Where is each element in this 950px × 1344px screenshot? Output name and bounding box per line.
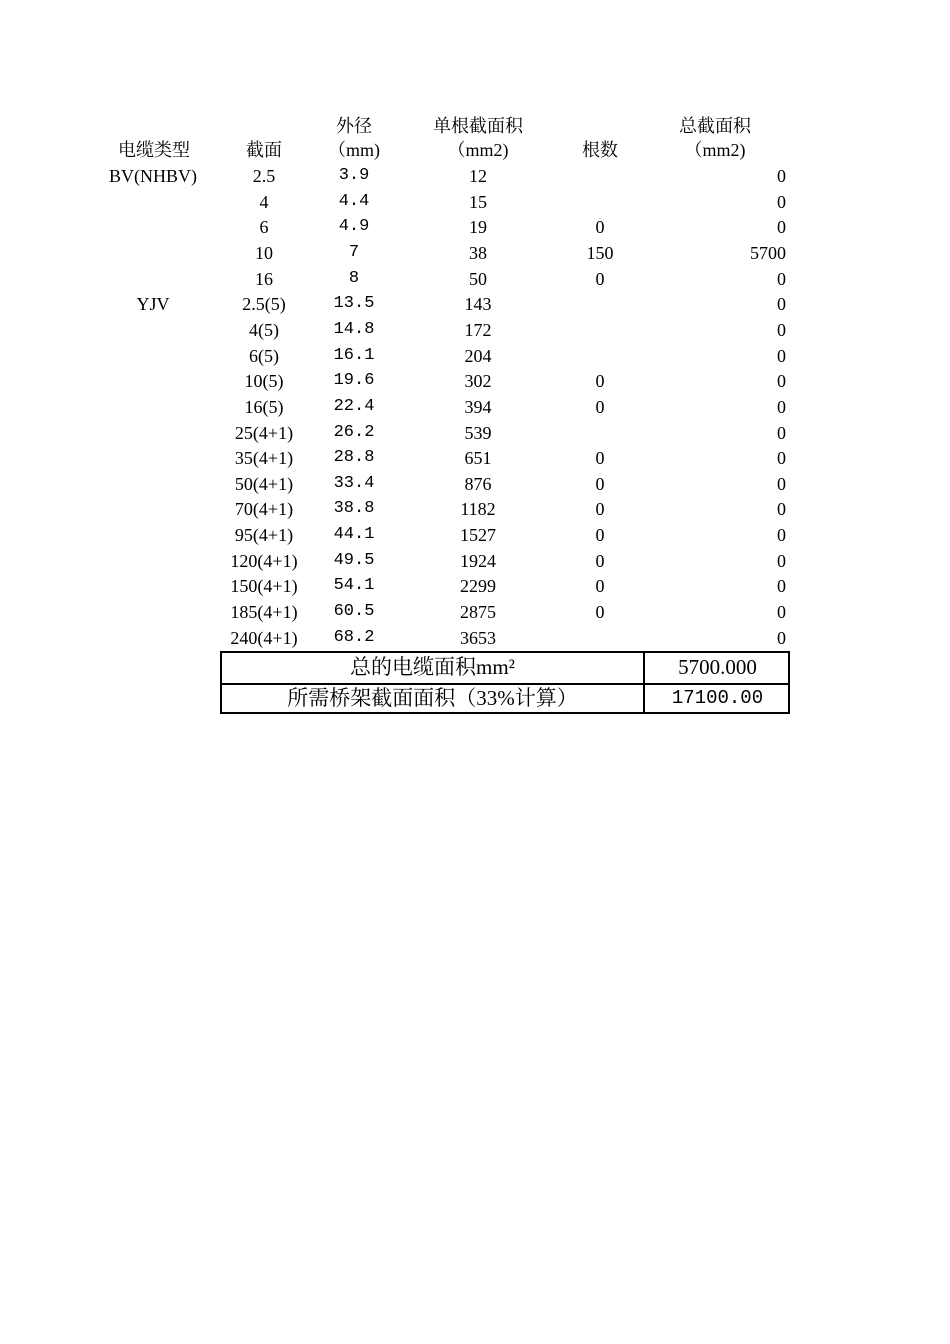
single-area-cell: 2299 bbox=[460, 576, 496, 596]
single-area-cell: 143 bbox=[464, 294, 492, 314]
section-cell: 4 bbox=[259, 192, 269, 212]
outer-diameter-cell: 7 bbox=[348, 243, 360, 262]
count-cell: 0 bbox=[595, 448, 605, 468]
outer-diameter-cell: 4.9 bbox=[338, 217, 370, 236]
single-area-cell: 12 bbox=[469, 166, 487, 186]
outer-diameter-cell: 19.6 bbox=[333, 371, 375, 390]
outer-diameter-cell: 16.1 bbox=[333, 346, 375, 365]
count-cell: 0 bbox=[595, 474, 605, 494]
count-cell: 0 bbox=[595, 576, 605, 596]
total-area-cell: 0 bbox=[777, 346, 786, 366]
single-area-cell: 204 bbox=[464, 346, 492, 366]
count-cell: 150 bbox=[586, 243, 614, 263]
section-cell: 50(4+1) bbox=[234, 474, 294, 494]
header-single-area-line1: 单根截面积 bbox=[433, 116, 523, 136]
outer-diameter-cell: 60.5 bbox=[333, 602, 375, 621]
outer-diameter-cell: 13.5 bbox=[333, 294, 375, 313]
count-cell: 0 bbox=[595, 525, 605, 545]
total-area-cell: 5700 bbox=[750, 243, 786, 263]
outer-diameter-cell: 68.2 bbox=[333, 628, 375, 647]
single-area-cell: 15 bbox=[469, 192, 487, 212]
header-single-area-line2: （mm2) bbox=[447, 140, 509, 160]
single-area-cell: 2875 bbox=[460, 602, 496, 622]
total-area-cell: 0 bbox=[777, 628, 786, 648]
total-area-cell: 0 bbox=[777, 448, 786, 468]
header-outer-diameter bbox=[314, 114, 394, 162]
section-cell: 2.5 bbox=[252, 166, 276, 186]
section-cell: 35(4+1) bbox=[234, 448, 294, 468]
section-cell: 4(5) bbox=[249, 320, 279, 340]
single-area-cell: 876 bbox=[464, 474, 492, 494]
outer-diameter-cell: 3.9 bbox=[338, 166, 370, 185]
section-cell: 120(4+1) bbox=[230, 551, 298, 571]
section-cell: 16(5) bbox=[244, 397, 284, 417]
count-cell: 0 bbox=[595, 551, 605, 571]
single-area-cell: 19 bbox=[469, 217, 487, 237]
outer-diameter-cell: 28.8 bbox=[333, 448, 375, 467]
section-cell: 25(4+1) bbox=[234, 423, 294, 443]
total-area-cell: 0 bbox=[777, 474, 786, 494]
cable-type-cell: YJV bbox=[136, 294, 170, 314]
single-area-cell: 302 bbox=[464, 371, 492, 391]
header-section: 截面 bbox=[246, 140, 282, 160]
section-cell: 2.5(5) bbox=[242, 294, 286, 314]
single-area-cell: 38 bbox=[469, 243, 487, 263]
single-area-cell: 172 bbox=[464, 320, 492, 340]
section-cell: 185(4+1) bbox=[230, 602, 298, 622]
section-cell: 6 bbox=[259, 217, 269, 237]
outer-diameter-cell: 26.2 bbox=[333, 423, 375, 442]
total-area-cell: 0 bbox=[777, 269, 786, 289]
header-od-line1: 外径 bbox=[336, 116, 372, 136]
total-area-cell: 0 bbox=[777, 320, 786, 340]
outer-diameter-cell: 33.4 bbox=[333, 474, 375, 493]
total-area-cell: 0 bbox=[777, 192, 786, 212]
single-area-cell: 1182 bbox=[460, 499, 496, 519]
cable-type-cell: BV(NHBV) bbox=[109, 166, 197, 186]
total-cable-area-label: 总的电缆面积mm² bbox=[350, 655, 515, 679]
total-area-cell: 0 bbox=[777, 397, 786, 417]
single-area-cell: 394 bbox=[464, 397, 492, 417]
section-cell: 16 bbox=[255, 269, 273, 289]
total-area-cell: 0 bbox=[777, 602, 786, 622]
summary-box bbox=[220, 651, 790, 714]
header-total-area-line1: 总截面积 bbox=[679, 116, 751, 136]
total-cable-area-value: 5700.000 bbox=[678, 655, 757, 679]
count-cell: 0 bbox=[595, 499, 605, 519]
outer-diameter-cell: 8 bbox=[348, 269, 360, 288]
header-single-area bbox=[418, 114, 538, 162]
section-cell: 240(4+1) bbox=[230, 628, 298, 648]
tray-area-value: 17100.00 bbox=[671, 687, 764, 709]
outer-diameter-cell: 14.8 bbox=[333, 320, 375, 339]
outer-diameter-cell: 54.1 bbox=[333, 576, 375, 595]
outer-diameter-cell: 49.5 bbox=[333, 551, 375, 570]
outer-diameter-cell: 44.1 bbox=[333, 525, 375, 544]
section-cell: 95(4+1) bbox=[234, 525, 294, 545]
total-area-cell: 0 bbox=[777, 371, 786, 391]
total-area-cell: 0 bbox=[777, 217, 786, 237]
count-cell: 0 bbox=[595, 397, 605, 417]
section-cell: 10 bbox=[255, 243, 273, 263]
single-area-cell: 1924 bbox=[460, 551, 496, 571]
section-cell: 150(4+1) bbox=[230, 576, 298, 596]
total-area-cell: 0 bbox=[777, 294, 786, 314]
header-count: 根数 bbox=[582, 140, 618, 160]
count-cell: 0 bbox=[595, 371, 605, 391]
single-area-cell: 539 bbox=[464, 423, 492, 443]
header-total-area bbox=[660, 114, 770, 162]
outer-diameter-cell: 22.4 bbox=[333, 397, 375, 416]
single-area-cell: 3653 bbox=[460, 628, 496, 648]
section-cell: 10(5) bbox=[244, 371, 284, 391]
outer-diameter-cell: 4.4 bbox=[338, 192, 370, 211]
total-area-cell: 0 bbox=[777, 525, 786, 545]
single-area-cell: 50 bbox=[469, 269, 487, 289]
single-area-cell: 1527 bbox=[460, 525, 496, 545]
total-area-cell: 0 bbox=[777, 499, 786, 519]
count-cell: 0 bbox=[595, 269, 605, 289]
tray-area-label: 所需桥架截面面积（33%计算） bbox=[287, 686, 578, 710]
section-cell: 6(5) bbox=[249, 346, 279, 366]
header-cable-type: 电缆类型 bbox=[118, 140, 190, 160]
total-area-cell: 0 bbox=[777, 551, 786, 571]
total-area-cell: 0 bbox=[777, 576, 786, 596]
outer-diameter-cell: 38.8 bbox=[333, 499, 375, 518]
count-cell: 0 bbox=[595, 217, 605, 237]
header-total-area-line2: （mm2) bbox=[684, 140, 746, 160]
section-cell: 70(4+1) bbox=[234, 499, 294, 519]
total-area-cell: 0 bbox=[777, 166, 786, 186]
count-cell: 0 bbox=[595, 602, 605, 622]
single-area-cell: 651 bbox=[464, 448, 492, 468]
header-od-line2: （mm) bbox=[328, 140, 380, 160]
total-area-cell: 0 bbox=[777, 423, 786, 443]
